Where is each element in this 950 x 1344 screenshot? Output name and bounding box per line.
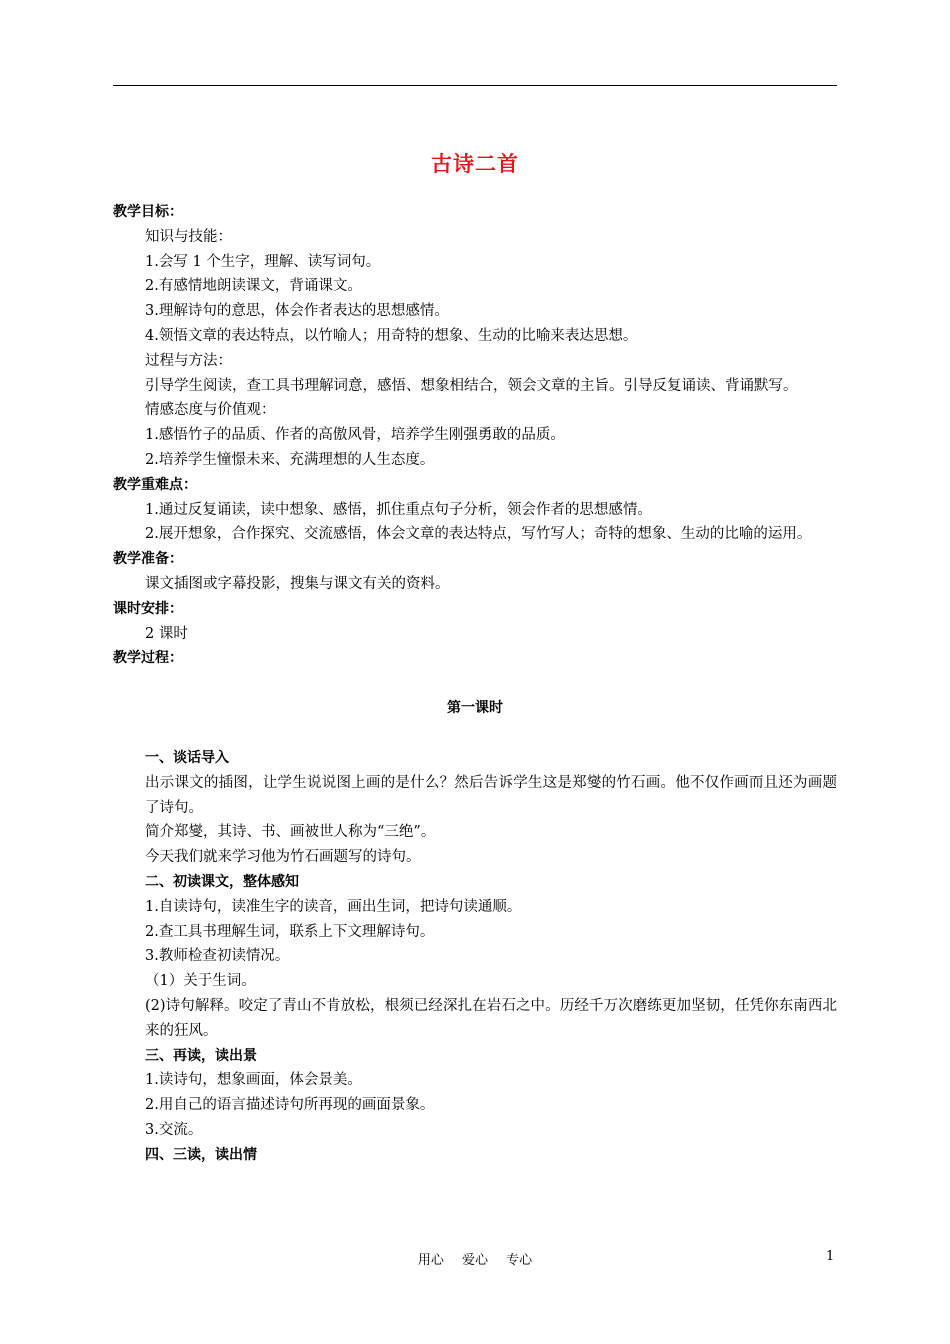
paragraph-line: 课文插图或字幕投影，搜集与课文有关的资料。 [145, 575, 450, 592]
paragraph-line: 4.领悟文章的表达特点，以竹喻人；用奇特的想象、生动的比喻来表达思想。 [145, 327, 638, 344]
paragraph-line: 1.自读诗句，读准生字的读音，画出生词，把诗句读通顺。 [145, 898, 522, 915]
paragraph-line: 今天我们就来学习他为竹石画题写的诗句。 [145, 849, 421, 866]
document-body [113, 200, 837, 1167]
paragraph-line: 出示课文的插图，让学生说说图上画的是什么？然后告诉学生这是郑燮的竹石画。他不仅作画而且还为画题了诗句。 [145, 774, 837, 816]
section-heading: 一、谈话导入 [145, 749, 229, 766]
paragraph-line: 3.教师检查初读情况。 [145, 948, 290, 965]
paragraph-line: (2)诗句解释。咬定了青山不肯放松，根须已经深扎在岩石之中。历经千万次磨练更加坚韧，任凭你东南西北来的狂风。 [145, 997, 837, 1039]
section-heading: 教学准备： [113, 551, 183, 568]
paragraph-line: 1.会写 1 个生字，理解、读写词句。 [145, 253, 381, 270]
paragraph-line: 2.查工具书理解生词，联系上下文理解诗句。 [145, 923, 435, 940]
paragraph-line: 知识与技能： [145, 228, 232, 245]
section-heading: 教学过程： [113, 650, 183, 667]
section-heading: 教学目标： [113, 204, 183, 220]
section-heading: 三、再读，读出景 [145, 1047, 257, 1064]
paragraph-line: （1）关于生词。 [145, 973, 256, 990]
section-heading: 二、初读课文，整体感知 [145, 873, 299, 890]
paragraph-line: 3.理解诗句的意思，体会作者表达的思想感情。 [145, 303, 449, 320]
section-heading: 第一课时 [447, 700, 503, 717]
paragraph-line: 过程与方法： [145, 352, 232, 369]
paragraph-line: 简介郑燮，其诗、书、画被世人称为“三绝”。 [145, 824, 436, 841]
paragraph-line: 1.读诗句，想象画面，体会景美。 [145, 1072, 362, 1089]
spacer [113, 721, 837, 746]
paragraph-line: 2 课时 [145, 625, 188, 642]
paragraph-line: 2.培养学生憧憬未来、充满理想的人生态度。 [145, 451, 435, 468]
document-title: 古诗二首 [431, 152, 519, 176]
section-heading: 教学重难点： [113, 476, 197, 493]
section-heading: 四、三读，读出情 [145, 1146, 257, 1163]
paragraph-line: 2.有感情地朗读课文，背诵课文。 [145, 278, 362, 295]
paragraph-line: 1.感悟竹子的品质、作者的高傲风骨，培养学生刚强勇敢的品质。 [145, 427, 565, 444]
paragraph-line: 引导学生阅读，查工具书理解词意，感悟、想象相结合，领会文章的主旨。引导反复诵读、背诵默写。 [145, 377, 798, 394]
paragraph-line: 情感态度与价值观： [145, 402, 276, 419]
paragraph-line: 1.通过反复诵读，读中想象、感悟，抓住重点句子分析，领会作者的思想感情。 [145, 501, 652, 518]
header-rule [113, 85, 837, 86]
spacer [113, 671, 837, 696]
page-number: 1 [826, 1249, 835, 1264]
paragraph-line: 2.用自己的语言描述诗句所再现的画面景象。 [145, 1097, 435, 1114]
paragraph-line: 3.交流。 [145, 1121, 203, 1138]
page-footer: 用心 爱心 专心 [417, 1253, 533, 1268]
paragraph-line: 2.展开想象，合作探究、交流感悟，体会文章的表达特点，写竹写人；奇特的想象、生动的比喻的运用。 [145, 526, 812, 543]
section-heading: 课时安排： [113, 600, 183, 617]
